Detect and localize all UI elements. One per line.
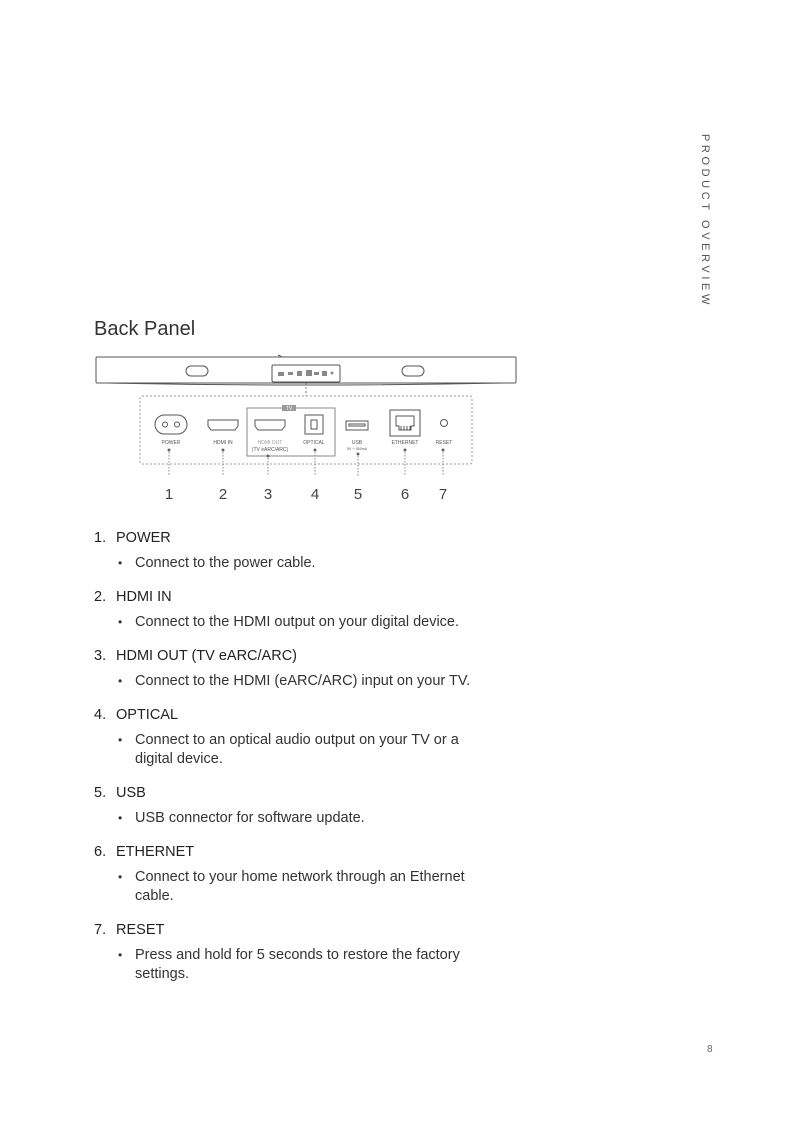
item-title: USB <box>116 785 146 801</box>
item-title: HDMI OUT (TV eARC/ARC) <box>116 648 297 664</box>
label-usb-rating: 5V ⎓ 500mA <box>346 447 368 451</box>
item-number: 6. <box>94 844 107 860</box>
reset-pinhole-icon <box>441 420 448 427</box>
item-description-line1: Connect to an optical audio output on your TV or a <box>135 732 459 748</box>
bullet-dot-icon: • <box>118 870 123 884</box>
callout-5: 5 <box>353 486 363 503</box>
item-description-line1: Press and hold for 5 seconds to restore the factory <box>135 947 460 963</box>
list-item <box>94 646 514 691</box>
item-description-line1: Connect to your home network through an Ethernet <box>135 869 465 885</box>
list-item <box>94 842 514 906</box>
callout-6: 6 <box>400 486 410 503</box>
optical-port-icon <box>305 415 323 434</box>
power-port-icon <box>155 415 187 434</box>
item-description-line2: cable. <box>135 888 174 904</box>
item-title: ETHERNET <box>116 844 195 860</box>
item-number: 7. <box>94 922 107 938</box>
back-panel-illustration <box>92 352 522 510</box>
zoom-panel-frame <box>140 396 472 464</box>
list-item <box>94 783 514 828</box>
list-item <box>94 528 514 573</box>
tv-tag: TV <box>285 406 293 412</box>
list-item <box>94 587 514 632</box>
label-hdmi-out: HDMI OUT <box>257 440 283 446</box>
hdmi-out-port-icon <box>255 420 285 430</box>
item-description: USB connector for software update. <box>135 810 365 826</box>
label-hdmi-out-sub: (TV eARC/ARC) <box>251 447 289 453</box>
bullet-dot-icon: • <box>118 948 123 962</box>
usb-port-icon <box>346 421 368 430</box>
label-ethernet: ETHERNET <box>391 440 419 446</box>
bullet-dot-icon: • <box>118 811 123 825</box>
list-item <box>94 705 514 769</box>
port-description-list <box>94 528 514 998</box>
label-optical: OPTICAL <box>303 440 325 446</box>
item-number: 5. <box>94 785 107 801</box>
section-side-label: PRODUCT OVERVIEW <box>699 134 711 308</box>
bullet-dot-icon: • <box>118 733 123 747</box>
callout-4: 4 <box>310 486 320 503</box>
callout-3: 3 <box>263 486 273 503</box>
item-number: 3. <box>94 648 107 664</box>
ethernet-port-icon <box>390 410 420 436</box>
callout-2: 2 <box>218 486 228 503</box>
item-title: OPTICAL <box>116 707 179 723</box>
item-number: 4. <box>94 707 107 723</box>
label-usb: USB <box>351 440 363 446</box>
item-title: RESET <box>116 922 165 938</box>
page-number: 8 <box>707 1044 713 1055</box>
section-title: Back Panel <box>94 318 196 340</box>
item-description: Connect to the power cable. <box>135 555 316 571</box>
callout-7: 7 <box>438 486 448 503</box>
hdmi-in-port-icon <box>208 420 238 430</box>
item-number: 1. <box>94 530 107 546</box>
back-panel-diagram <box>92 352 522 515</box>
callout-1: 1 <box>164 486 174 503</box>
label-power: POWER <box>161 440 181 446</box>
item-description: Connect to the HDMI output on your digital device. <box>135 614 460 630</box>
item-description: Connect to the HDMI (eARC/ARC) input on your TV. <box>135 673 471 689</box>
bullet-dot-icon: • <box>118 674 123 688</box>
item-description-line2: settings. <box>135 966 189 982</box>
port-recess-mini <box>278 370 334 376</box>
bullet-dot-icon: • <box>118 615 123 629</box>
item-number: 2. <box>94 589 107 605</box>
list-item <box>94 920 514 984</box>
item-description-line2: digital device. <box>135 751 223 767</box>
label-hdmi-in: HDMI IN <box>213 440 233 446</box>
item-title: HDMI IN <box>116 589 172 605</box>
label-reset: RESET <box>435 440 453 446</box>
item-title: POWER <box>116 530 171 546</box>
bullet-dot-icon: • <box>118 556 123 570</box>
